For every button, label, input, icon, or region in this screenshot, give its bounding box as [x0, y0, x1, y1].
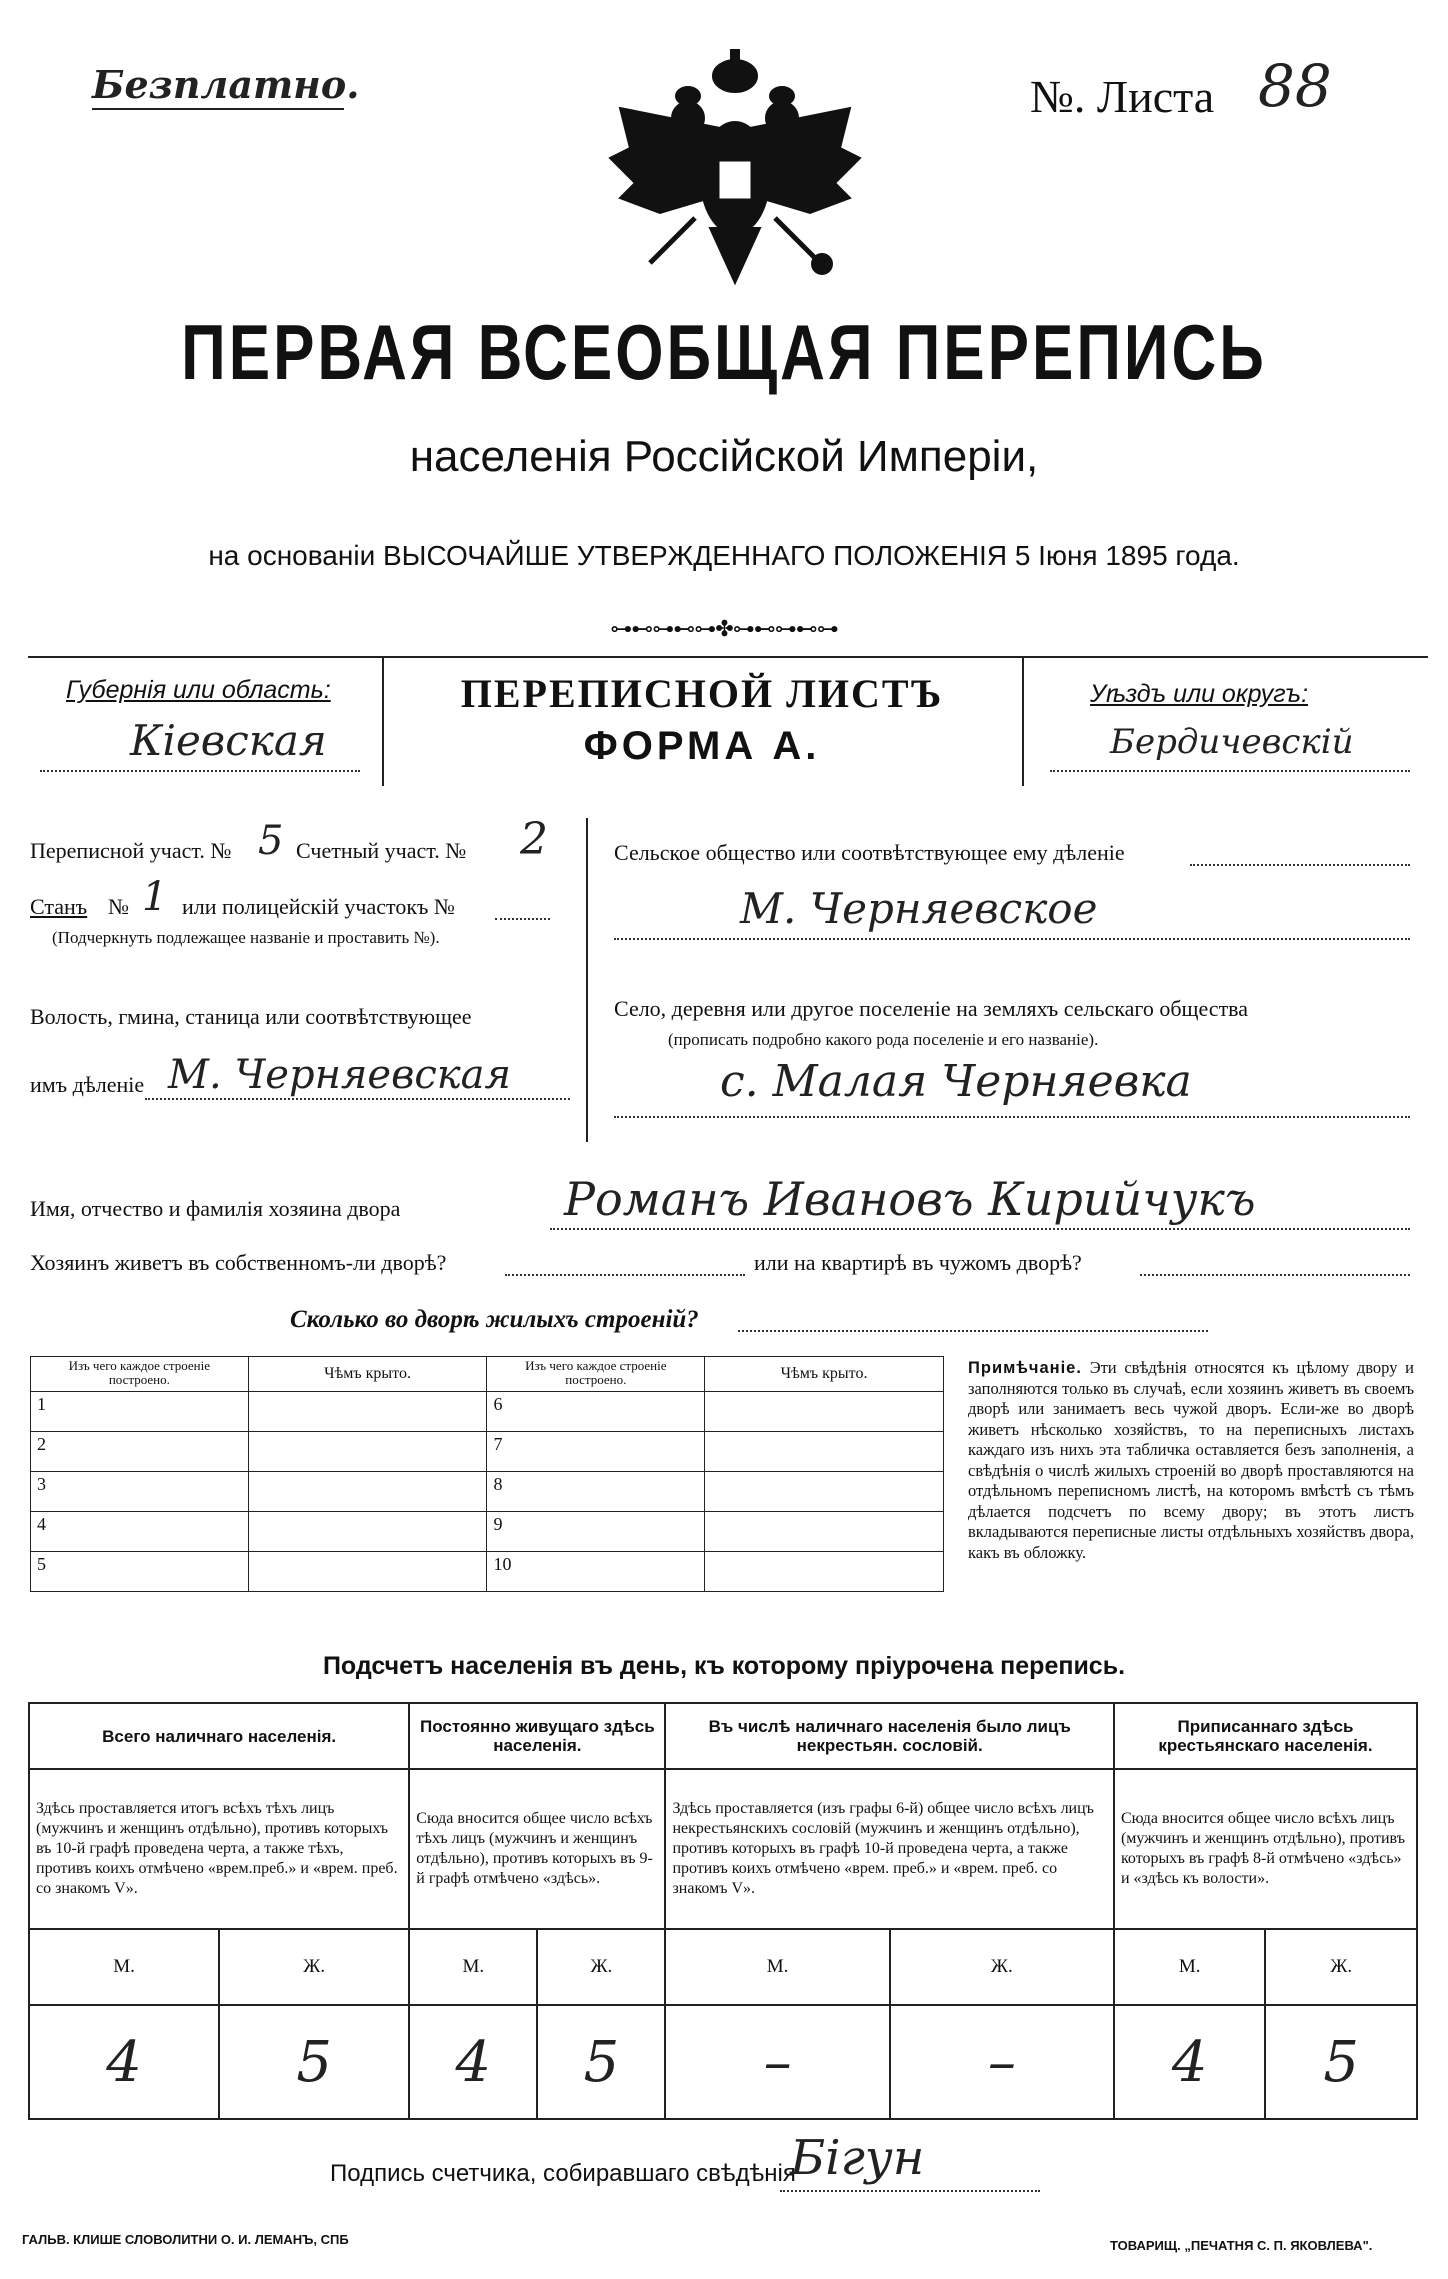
district-value-line [1050, 770, 1410, 772]
total-female-value[interactable]: 5 [219, 2005, 409, 2119]
stan-hint: (Подчеркнуть подлежащее названіе и проставить №). [52, 928, 440, 947]
col-non-peasant-desc: Здѣсь проставляется (изъ графы 6-й) общее число всѣхъ лицъ некрестьянскихъ сословій (мужчинъ и женщинъ отдѣльно), противъ которыхъ въ графѣ 10-й проведена черта, а также противъ коихъ отмѣчено «врем. преб.» и «врем. преб. со знакомъ V». [665, 1769, 1113, 1929]
female-header: Ж. [219, 1929, 409, 2005]
owner-name-value[interactable]: Романъ Ивановъ Кирийчукъ [564, 1172, 1256, 1226]
table-row [31, 1512, 944, 1552]
village-value-line [614, 1116, 1410, 1118]
owner-or-line [1140, 1274, 1410, 1276]
roof-cell[interactable] [248, 1472, 487, 1512]
row-number: 2 [31, 1432, 249, 1472]
district-value[interactable]: Бердичевскій [1110, 722, 1354, 762]
buildings-col-material-right: Изъ чего каждое строеніе построено. [487, 1357, 705, 1392]
buildings-answer-line [738, 1330, 1208, 1332]
col-registered-desc: Сюда вносится общее число всѣхъ лицъ (мужчинъ и женщинъ отдѣльно), противъ которыхъ въ графѣ 8-й отмѣчено «здѣсь» и «здѣсь къ волости». [1114, 1769, 1417, 1929]
female-header: Ж. [1265, 1929, 1417, 2005]
male-header: М. [665, 1929, 889, 2005]
row-number: 7 [487, 1432, 705, 1472]
volost-value-line [145, 1098, 570, 1100]
buildings-table [30, 1356, 944, 1592]
row-number: 8 [487, 1472, 705, 1512]
col-total-header: Всего наличнаго населенія. [29, 1703, 409, 1769]
col-registered-header: Приписаннаго здѣсь крестьянскаго населенія. [1114, 1703, 1417, 1769]
printer-left: ГАЛЬВ. КЛИШЕ СЛОВОЛИТНИ О. И. ЛЕМАНЪ, СПБ [22, 2232, 349, 2247]
society-label-line [1190, 864, 1410, 866]
form-header-divider-right [1022, 656, 1024, 786]
roof-cell[interactable] [248, 1392, 487, 1432]
resident-male-value[interactable]: 4 [409, 2005, 537, 2119]
col-resident-desc: Сюда вносится общее число всѣхъ тѣхъ лицъ (мужчинъ и женщинъ отдѣльно), противъ которыхъ въ 9-й графѣ отмѣчено «здѣсь». [409, 1769, 665, 1929]
district-label: Уѣздъ или округъ: [1090, 680, 1309, 708]
note-block [968, 1358, 1414, 1563]
society-value[interactable]: М. Черняевское [740, 884, 1098, 933]
form-name: ФОРМА А. [583, 724, 821, 768]
society-value-line [614, 938, 1410, 940]
census-section-value[interactable]: 5 [258, 818, 284, 864]
non-peasant-female-value[interactable]: – [890, 2005, 1114, 2119]
signature-label: Подпись счетчика, собиравшаго свѣдѣнія [330, 2160, 796, 2187]
owner-name-line [550, 1228, 1410, 1230]
male-header: М. [409, 1929, 537, 2005]
owner-or-label: или на квартирѣ въ чужомъ дворѣ? [754, 1250, 1082, 1275]
main-title: ПЕРВАЯ ВСЕОБЩАЯ ПЕРЕПИСЬ [181, 310, 1267, 397]
stan-no-label: № [108, 894, 129, 919]
imperial-eagle-emblem [600, 48, 870, 288]
col-resident-header: Постоянно живущаго здѣсь населенія. [409, 1703, 665, 1769]
resident-female-value[interactable]: 5 [537, 2005, 665, 2119]
table-row [31, 1392, 944, 1432]
village-value[interactable]: с. Малая Черняевка [720, 1056, 1192, 1107]
society-label: Сельское общество или соотвѣтствующее ему дѣленіе [614, 840, 1125, 865]
roof-cell[interactable] [248, 1432, 487, 1472]
non-peasant-male-value[interactable]: – [665, 2005, 889, 2119]
owner-lives-label: Хозяинъ живетъ въ собственномъ-ли дворѣ? [30, 1250, 447, 1275]
province-value-line [40, 770, 360, 772]
subtitle: населенія Россійской Имперіи, [409, 432, 1039, 481]
table-row [31, 1552, 944, 1592]
table-row [31, 1432, 944, 1472]
roof-cell[interactable] [705, 1432, 944, 1472]
counting-section-value[interactable]: 2 [520, 814, 548, 865]
row-number: 3 [31, 1472, 249, 1512]
roof-cell[interactable] [248, 1512, 487, 1552]
col-non-peasant-header: Въ числѣ наличнаго населенія было лицъ некрестьян. сословій. [665, 1703, 1113, 1769]
census-section-label: Переписной участ. № [30, 838, 232, 863]
total-male-value[interactable]: 4 [29, 2005, 219, 2119]
volost-label: Волость, гмина, станица или соотвѣтствующее [30, 1004, 472, 1029]
row-number: 5 [31, 1552, 249, 1592]
signature-line [780, 2190, 1040, 2192]
note-label: Примѣчаніе. [968, 1359, 1082, 1377]
free-underline [92, 108, 344, 110]
table-row [31, 1472, 944, 1512]
police-section-line [495, 918, 550, 920]
signature-value[interactable]: Бігун [790, 2130, 925, 2186]
roof-cell[interactable] [705, 1552, 944, 1592]
stan-label: Станъ [30, 894, 88, 919]
form-header-rule-top [28, 656, 1428, 658]
female-header: Ж. [890, 1929, 1114, 2005]
fields-divider [586, 818, 588, 1142]
male-header: М. [29, 1929, 219, 2005]
roof-cell[interactable] [705, 1392, 944, 1432]
owner-name-label: Имя, отчество и фамилія хозяина двора [30, 1196, 401, 1221]
row-number: 1 [31, 1392, 249, 1432]
note-text: Эти свѣдѣнія относятся къ цѣлому двору и заполняются только въ случаѣ, если хозяинъ живетъ въ своемъ дворѣ или занимаетъ весь чужой дворъ. Если-же во дворѣ живетъ нѣсколько хозяйствъ, то на переписныхъ листахъ каждаго изъ нихъ эта табличка оставляется безъ заполненія, а свѣдѣнія о числѣ жилыхъ строеній во дворѣ проставляются на отдѣльномъ переписномъ листѣ, на которомъ вмѣстѣ съ тѣмъ дѣлается подсчетъ по всему двору; въ этотъ листъ вкладываются переписные листы отдѣльныхъ хозяйствъ двора, какъ въ обложку. [968, 1358, 1414, 1562]
registered-female-value[interactable]: 5 [1265, 2005, 1417, 2119]
free-label: Безплатно. [92, 62, 360, 107]
form-title: ПЕРЕПИСНОЙ ЛИСТЪ [460, 671, 944, 716]
stan-value[interactable]: 1 [142, 874, 168, 920]
row-number: 9 [487, 1512, 705, 1552]
roof-cell[interactable] [248, 1552, 487, 1592]
owner-lives-line [505, 1274, 745, 1276]
police-section-label: или полицейскій участокъ № [182, 894, 455, 919]
basis-line: на основаніи ВЫСОЧАЙШЕ УТВЕРЖДЕННАГО ПОЛОЖЕНІЯ 5 Іюня 1895 года. [208, 540, 1240, 571]
col-total-desc: Здѣсь проставляется итогъ всѣхъ тѣхъ лицъ (мужчинъ и женщинъ отдѣльно), противъ которыхъ въ 10-й графѣ проведена черта, а также тѣхъ, противъ коихъ отмѣчено «врем.преб.» и «врем. преб. со знакомъ V». [29, 1769, 409, 1929]
buildings-question: Сколько во дворѣ жилыхъ строеній? [290, 1306, 699, 1333]
population-table [28, 1702, 1418, 2120]
buildings-col-roof-right: Чѣмъ крыто. [705, 1357, 944, 1392]
population-title: Подсчетъ населенія въ день, къ которому пріурочена перепись. [322, 1652, 1126, 1680]
sheet-number-value[interactable]: 88 [1258, 52, 1332, 120]
row-number: 10 [487, 1552, 705, 1592]
village-label: Село, деревня или другое поселеніе на земляхъ сельскаго общества [614, 996, 1249, 1021]
sheet-number-label: №. Листа [1030, 71, 1215, 122]
printer-right: ТОВАРИЩ. „ПЕЧАТНЯ С. П. ЯКОВЛЕВА". [1110, 2238, 1373, 2253]
province-label: Губернія или область: [66, 676, 331, 704]
volost-label-2: имъ дѣленіе [30, 1072, 145, 1097]
roof-cell[interactable] [705, 1512, 944, 1552]
female-header: Ж. [537, 1929, 665, 2005]
ornament-divider: ⊶⊷⊶⊷⊶✤⊶⊷⊶⊷⊶ [610, 616, 838, 641]
volost-value[interactable]: М. Черняевская [168, 1052, 511, 1098]
buildings-col-material-left: Изъ чего каждое строеніе построено. [31, 1357, 249, 1392]
buildings-col-roof-left: Чѣмъ крыто. [248, 1357, 487, 1392]
row-number: 6 [487, 1392, 705, 1432]
male-header: М. [1114, 1929, 1266, 2005]
counting-section-label: Счетный участ. № [296, 838, 467, 863]
row-number: 4 [31, 1512, 249, 1552]
province-value[interactable]: Кіевская [130, 716, 327, 765]
roof-cell[interactable] [705, 1472, 944, 1512]
registered-male-value[interactable]: 4 [1114, 2005, 1266, 2119]
village-hint: (прописать подробно какого рода поселеніе и его названіе). [668, 1030, 1099, 1049]
